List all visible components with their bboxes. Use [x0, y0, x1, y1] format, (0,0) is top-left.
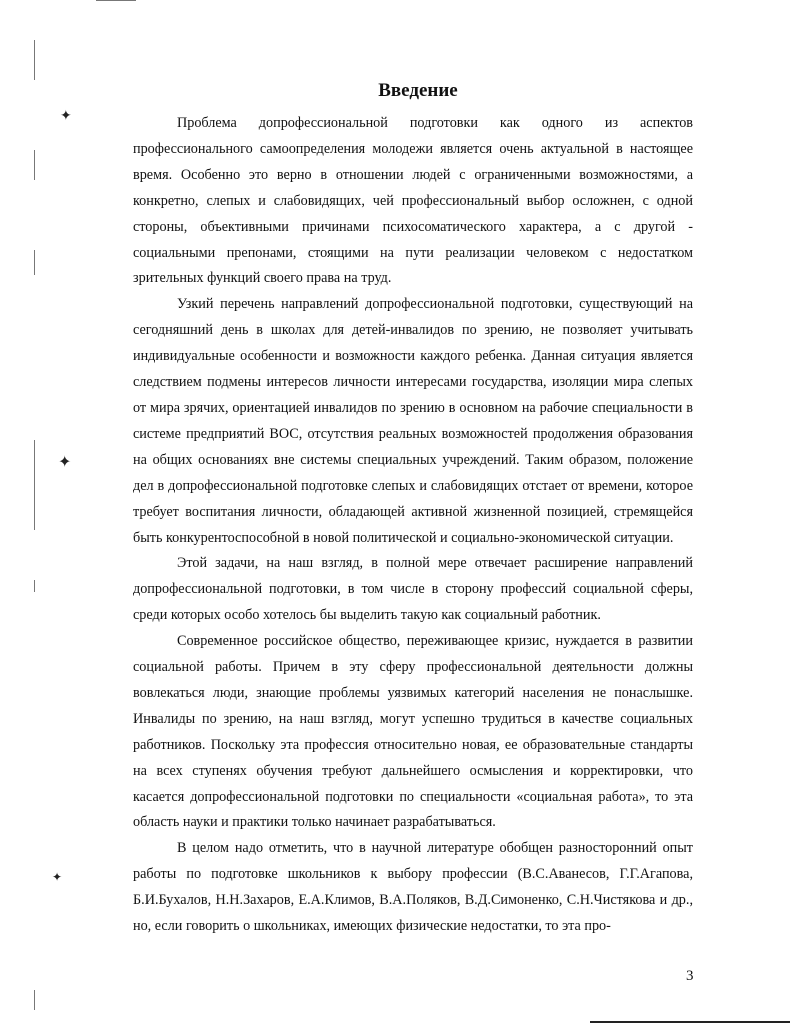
paragraph-3: Этой задачи, на наш взгляд, в полной мере отвечает расширение направлений допрофессиональной подготовки, в том числе в сторону профессий социальной сферы, среди которых особо хотелось бы выделить такую как социальный работник.: [133, 555, 693, 624]
scan-edge-line-5: [34, 580, 35, 592]
document-body: [133, 111, 693, 940]
paragraph-4: Современное российское общество, переживающее кризис, нуждается в развитии социальной работы. Причем в эту сферу профессиональной деятельности должны вовлекаться люди, знающие проблемы уязвимых категорий населения не понаслышке. Инвалиды по зрению, на наш взгляд, могут успешно трудиться в качестве социальных работников. Поскольку эта профессия относительно новая, ее образовательные стандарты на всех ступенях обучения требуют дальнейшего осмысления и корректировки, что касается допрофессиональной подготовки по специальности «социальная работа», то эта область науки и практики только начинает разрабатываться.: [133, 633, 693, 831]
paragraph-1: Проблема допрофессиональной подготовки как одного из аспектов профессионального самоопределения молодежи является очень актуальной в настоящее время. Особенно это верно в отношении людей с ограниченными возможностями, а конкретно, слепых и слабовидящих, чей профессиональный выбор осложнен, с одной стороны, объективными причинами психосоматического характера, а с другой - социальными препонами, стоящими на пути реализации человеком с недостатком зрительных функций своего права на труд.: [133, 115, 693, 287]
margin-mark-bottom-icon: ✦: [52, 870, 63, 884]
scan-edge-line-2: [34, 150, 35, 180]
scan-edge-line-1: [34, 40, 35, 80]
margin-mark-middle-icon: ✦: [58, 452, 72, 471]
paragraph-2: Узкий перечень направлений допрофессиональной подготовки, существующий на сегодняшний день в школах для детей-инвалидов по зрению, не позволяет учитывать индивидуальные особенности и возможности каждого ребенка. Данная ситуация является следствием подмены интересов личности интересами государства, изоляции мира слепых от мира зрячих, ориентацией инвалидов по зрению в основном на рабочие специальности в системе предприятий ВОС, отсутствия реальных возможностей продолжения образования на общих основаниях вне системы специальных учреждений. Таким образом, положение дел в допрофессиональной подготовке слепых и слабовидящих отстает от времени, которое требует воспитания личности, обладающей активной жизненной позицией, стремящейся быть конкурентоспособной в новой политической и социально-экономической ситуации.: [133, 296, 693, 546]
scan-edge-line-3: [34, 250, 35, 275]
document-title: Введение: [378, 80, 458, 101]
page-number: 3: [686, 968, 694, 984]
scan-edge-line-6: [34, 990, 35, 1010]
scan-edge-line-4: [34, 440, 35, 530]
paragraph-5: В целом надо отметить, что в научной литературе обобщен разносторонний опыт работы по подготовке школьников к выбору профессии (В.С.Аванесов, Г.Г.Агапова, Б.И.Бухалов, Н.Н.Захаров, Е.А.Климов, В.А.Поляков, В.Д.Симоненко, С.Н.Чистякова и др., но, если говорить о школьниках, имеющих физические недостатки, то эта про-: [133, 840, 693, 935]
margin-mark-top-icon: ✦: [60, 108, 72, 124]
scan-line-top: [96, 0, 136, 1]
